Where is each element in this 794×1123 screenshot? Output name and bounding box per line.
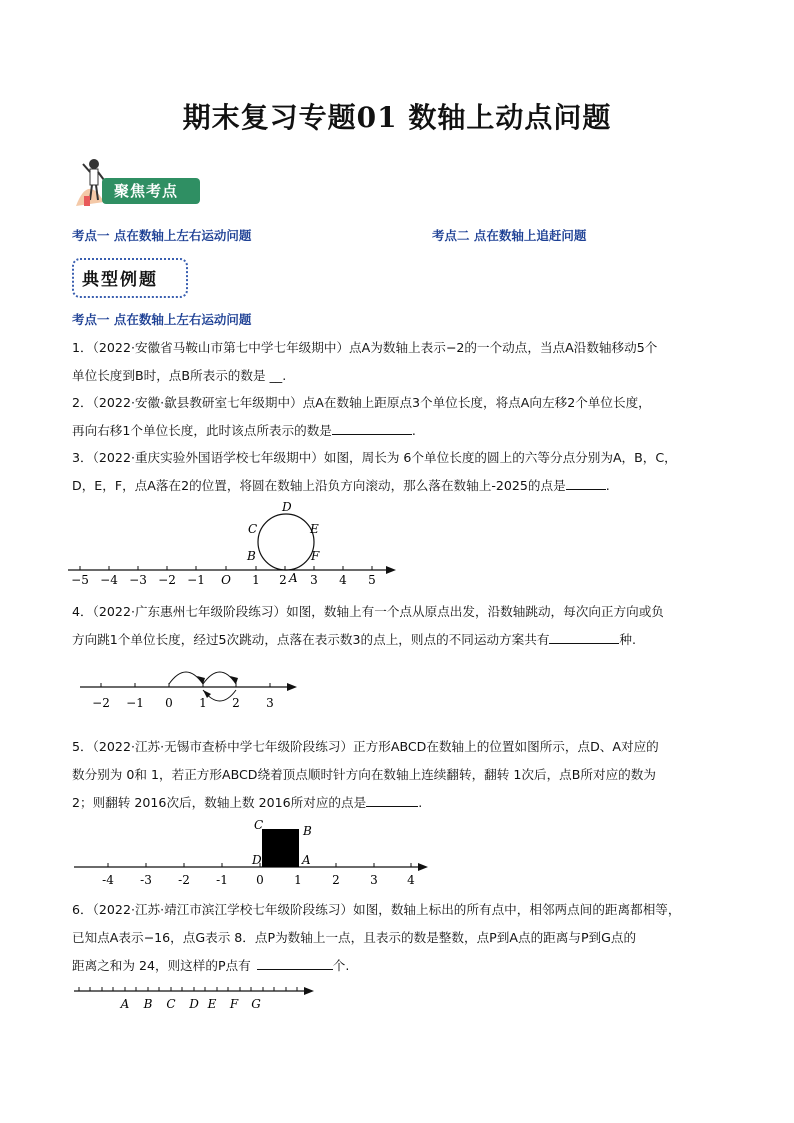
point-label: C — [254, 818, 264, 832]
q5-line-2: 数分别为 0和 1，若正方形ABCD绕着顶点顺时针方向在数轴上连续翻转，翻转 1次后，点B所对应的数为 — [72, 767, 656, 782]
q1-line-1: 1．（2022·安徽省马鞍山市第七中学七年级期中）点A为数轴上表示−2的一个动点，当点A沿数轴移动5个 — [72, 340, 658, 355]
q6-line-3: 距离之和为 24，则这样的P点有 — [72, 958, 251, 973]
q3-line-2-end: . — [605, 478, 610, 493]
question-4 — [72, 598, 728, 654]
q4-figure — [72, 654, 312, 714]
q5-figure — [72, 814, 436, 888]
q2-line-1: 2．（2022·安徽·歙县教研室七年级期中）点A在数轴上距原点3个单位长度，将点A向左移2个单位长度， — [72, 395, 651, 410]
point-label: B — [303, 824, 312, 838]
tick-label: 2 — [332, 873, 340, 887]
rolling-circle — [258, 514, 314, 570]
q2-answer-blank[interactable] — [332, 421, 412, 435]
arrow-icon — [304, 987, 314, 995]
keypoint-2-link[interactable]: 考点二 点在数轴上追赶问题 — [432, 228, 587, 243]
q4-line-2: 方向跳1个单位长度，经过5次跳动，点落在表示数3的点上，则点的不同运动方案共有 — [72, 632, 550, 647]
tick-label: 2 — [279, 573, 287, 587]
jump-arc-icon — [203, 672, 236, 684]
square-abcd — [262, 829, 299, 867]
q4-line-1: 4．（2022·广东惠州七年级阶段练习）如图，数轴上有一个点从原点出发，沿数轴跳动，每次向正方向或负 — [72, 604, 664, 619]
tick-label: -4 — [102, 873, 114, 887]
question-2 — [72, 389, 728, 445]
q3-answer-blank[interactable] — [566, 476, 606, 490]
tick-label: −2 — [92, 696, 110, 710]
q1-line-2: 单位长度到B时，点B所表示的数是 __. — [72, 368, 287, 383]
jump-arc-icon — [169, 672, 203, 684]
tick-label: 0 — [165, 696, 173, 710]
tick-label: 4 — [339, 573, 347, 587]
tick-label: 1 — [199, 696, 207, 710]
point-label: A — [120, 997, 130, 1011]
point-label: A — [289, 571, 298, 585]
tick-label: 2 — [232, 696, 240, 710]
point-label: D — [282, 500, 292, 514]
point-label: C — [248, 522, 258, 536]
q6-line-1: 6．（2022·江苏·靖江市滨江学校七年级阶段练习）如图，数轴上标出的所有点中，相邻两点间的距离都相等， — [72, 902, 681, 917]
question-5 — [72, 733, 728, 817]
tick-label: −4 — [100, 573, 118, 587]
point-label: E — [207, 997, 217, 1011]
section-heading: 考点一 点在数轴上左右运动问题 — [72, 312, 252, 327]
q3-line-2: D，E，F，点A落在2的位置，将圆在数轴上沿负方向滚动，那么落在数轴上-2025的点是 — [72, 478, 566, 493]
q6-figure — [72, 980, 322, 1016]
q3-line-1: 3．（2022·重庆实验外国语学校七年级期中）如图，周长为 6个单位长度的圆上的六等分点分别为A，B，C， — [72, 450, 677, 465]
point-label: D — [189, 997, 199, 1011]
q4-line-2-end: 种. — [619, 632, 637, 647]
q5-line-1: 5．（2022·江苏·无锡市查桥中学七年级阶段练习）正方形ABCD在数轴上的位置如图所示，点D、A对应的 — [72, 739, 659, 754]
keypoint-1-link[interactable]: 考点一 点在数轴上左右运动问题 — [72, 228, 252, 243]
tick-label: −5 — [71, 573, 89, 587]
question-1 — [72, 334, 728, 390]
tick-label: −3 — [129, 573, 147, 587]
tick-label: 1 — [294, 873, 302, 887]
tick-label: −1 — [126, 696, 144, 710]
q4-answer-blank[interactable] — [549, 630, 619, 644]
question-3 — [72, 444, 728, 500]
tick-label: 1 — [252, 573, 260, 587]
arrow-icon — [287, 683, 297, 691]
tick-label: 4 — [407, 873, 415, 887]
q6-line-3-end: 个. — [332, 958, 350, 973]
tick-label: 0 — [256, 873, 264, 887]
point-label: F — [311, 549, 320, 563]
q5-line-3-end: . — [418, 795, 423, 810]
point-label: G — [251, 997, 261, 1011]
page-title: 期末复习专题01 数轴上动点问题 — [182, 101, 612, 134]
tick-label: -2 — [178, 873, 190, 887]
q2-line-2: 再向右移1个单位长度，此时该点所表示的数是 — [72, 423, 332, 438]
tick-label: −1 — [187, 573, 205, 587]
q6-line-2: 已知点A表示−16，点G表示 8．点P为数轴上一点，且表示的数是整数，点P到A点的距离与P到G点的 — [72, 930, 637, 945]
q3-figure — [60, 496, 410, 592]
tick-label: 5 — [368, 573, 376, 587]
tick-label: -1 — [216, 873, 228, 887]
tick-label: 3 — [310, 573, 318, 587]
point-label: C — [166, 997, 176, 1011]
banner-label: 聚焦考点 — [114, 182, 179, 200]
tick-label: O — [221, 573, 231, 587]
arrow-icon — [386, 566, 396, 574]
q5-answer-blank[interactable] — [366, 793, 418, 807]
q2-line-2-end: . — [411, 423, 416, 438]
point-label: D — [252, 853, 262, 867]
q5-line-3: 2；则翻转 2016次后，数轴上数 2016所对应的点是 — [72, 795, 367, 810]
question-6 — [72, 896, 728, 980]
tick-label: −2 — [158, 573, 176, 587]
point-label: A — [302, 853, 311, 867]
point-label: F — [229, 997, 239, 1011]
point-label: B — [143, 997, 153, 1011]
point-label: B — [247, 549, 256, 563]
q6-answer-blank[interactable] — [257, 956, 333, 970]
tick-label: 3 — [266, 696, 274, 710]
tick-label: 3 — [370, 873, 378, 887]
point-label: E — [310, 522, 319, 536]
tick-label: -3 — [140, 873, 152, 887]
arrow-icon — [418, 863, 428, 871]
focus-banner — [74, 168, 202, 210]
example-label: 典型例题 — [82, 270, 158, 290]
